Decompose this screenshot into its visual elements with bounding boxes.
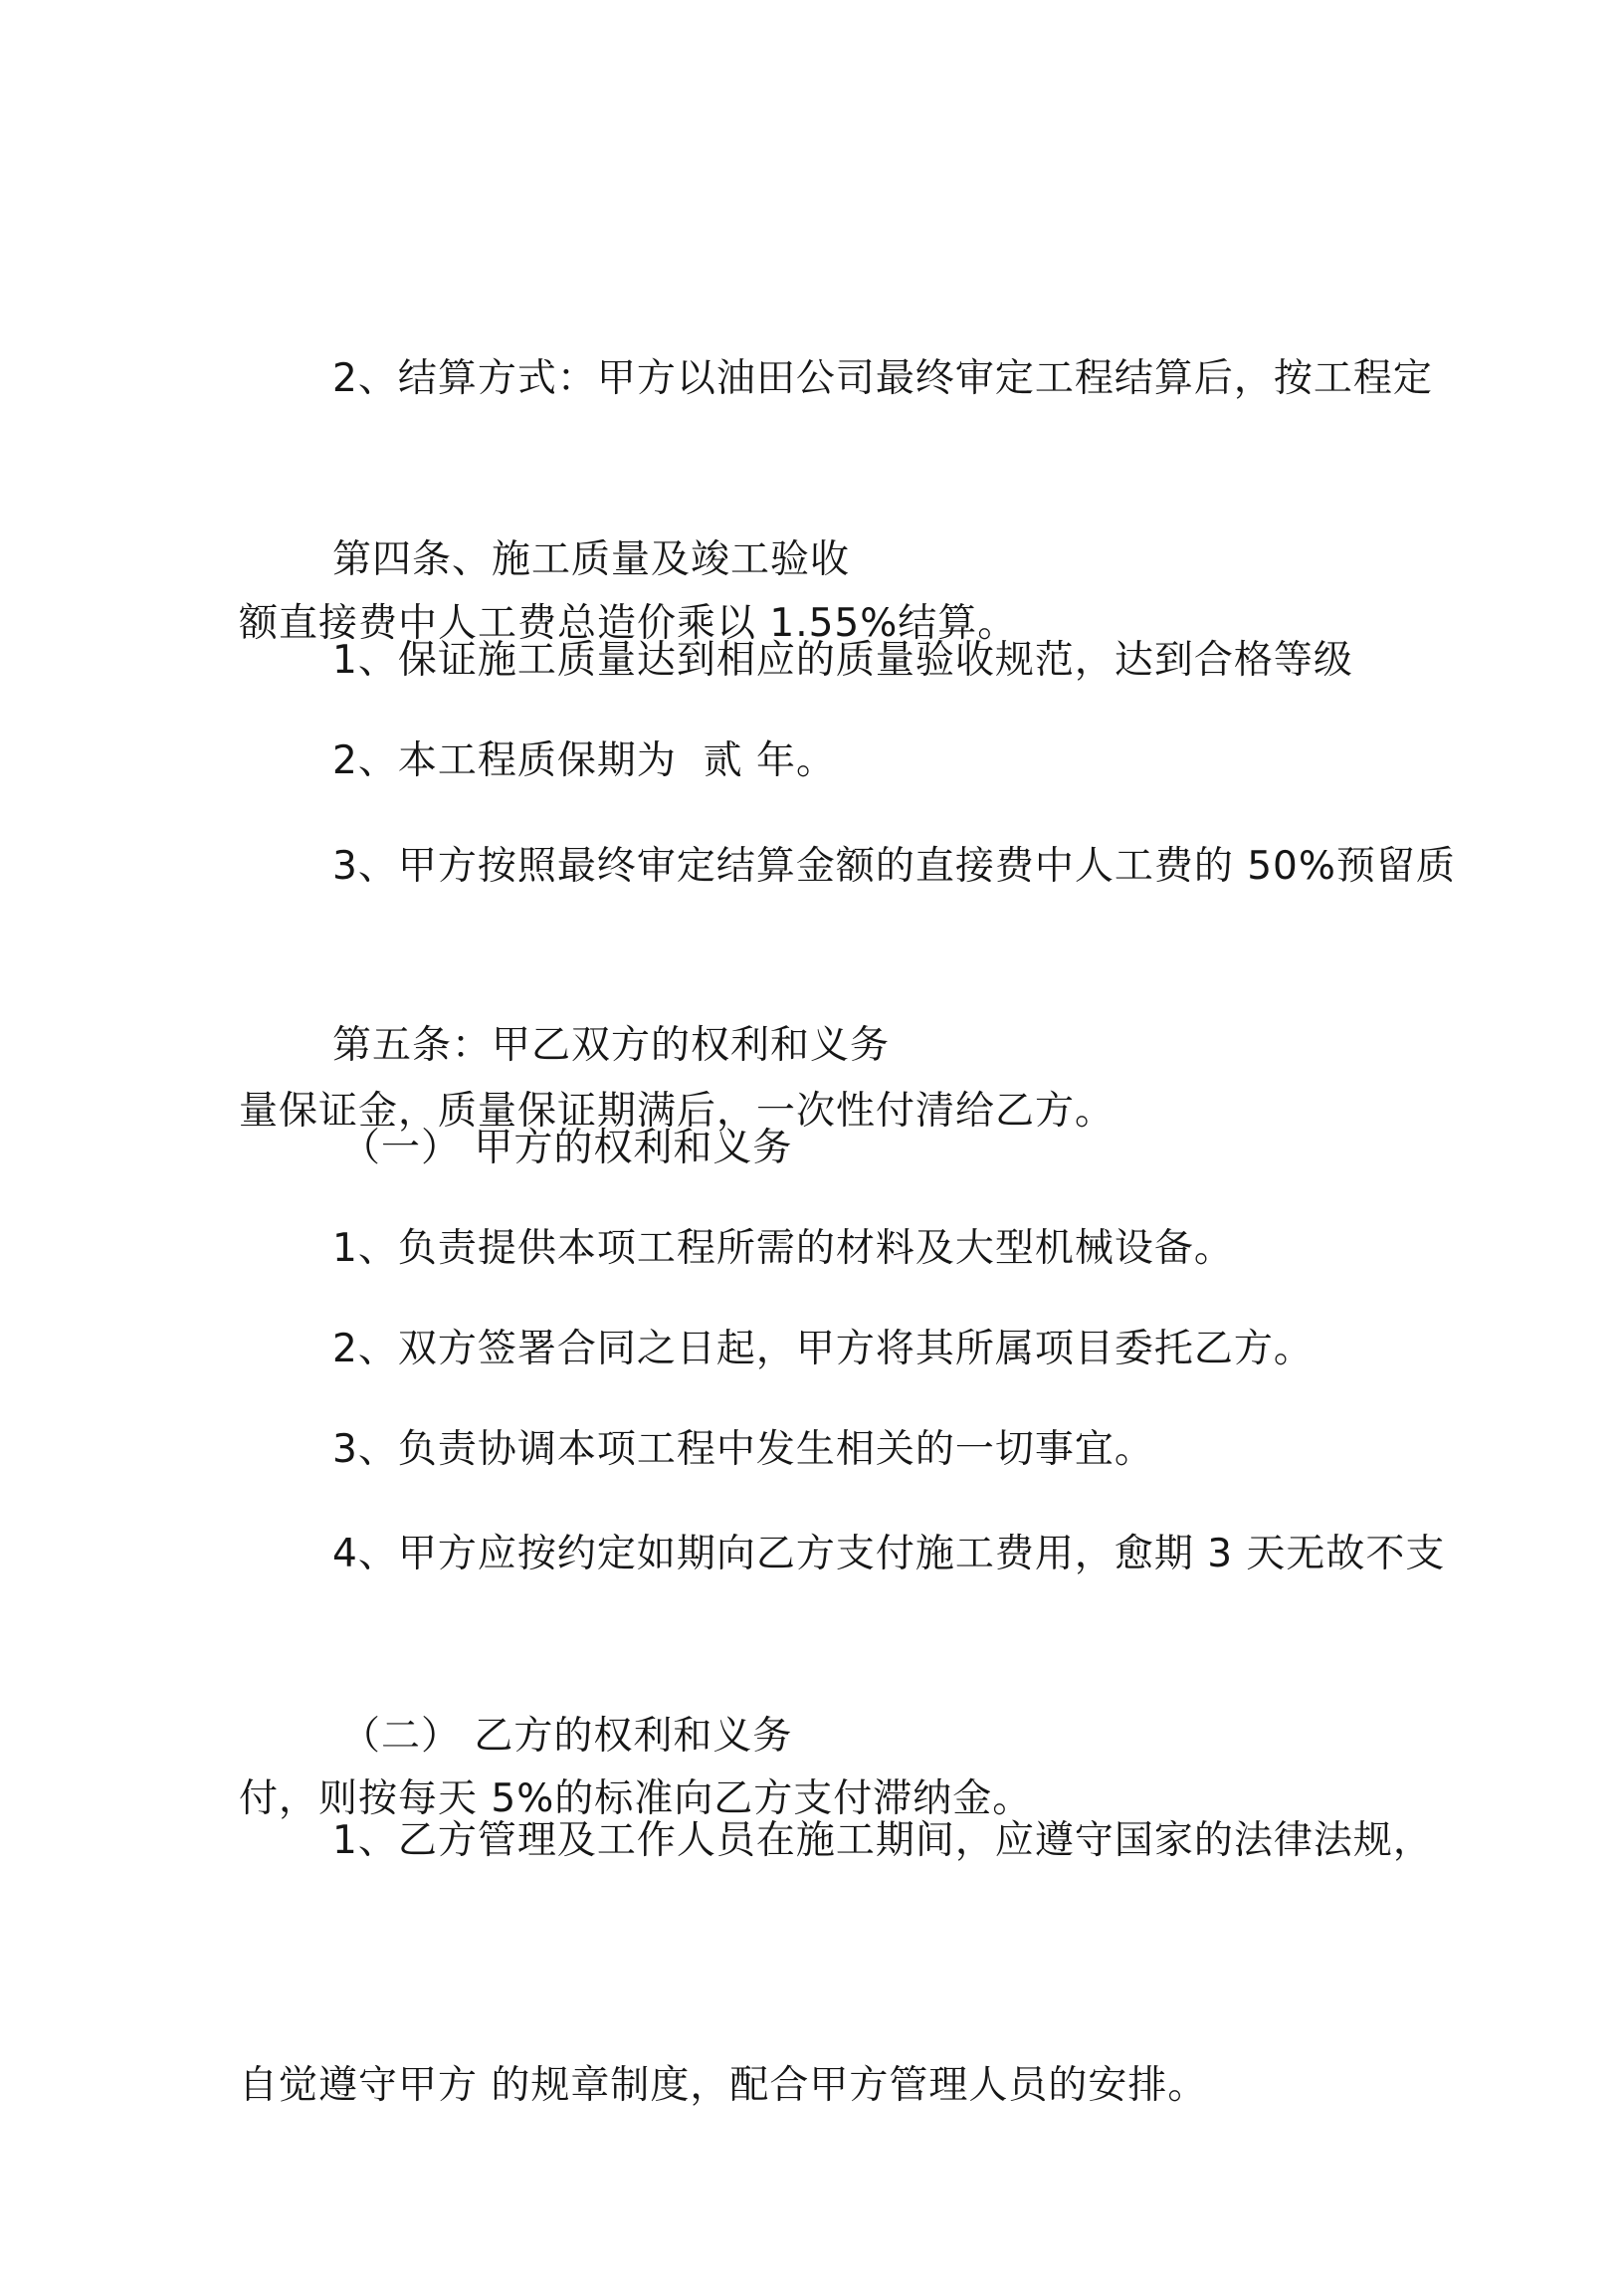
paragraph-line: 2、双方签署合同之日起，甲方将其所属项目委托乙方。 xyxy=(332,1327,1314,1371)
paragraph-line: 1、保证施工质量达到相应的质量验收规范，达到合格等级 xyxy=(332,638,1353,683)
heading-line: （二） 乙方的权利和义务 xyxy=(341,1714,793,1759)
paragraph-line: 2、本工程质保期为 贰 年。 xyxy=(332,738,837,783)
paragraph-line: 付，则按每天 5%的标准向乙方支付滞纳金。 xyxy=(239,1776,1033,1821)
paragraph-line: 3、负责协调本项工程中发生相关的一切事宜。 xyxy=(332,1427,1154,1472)
paragraph-party-b-1 xyxy=(239,1637,1433,2290)
heading-line: 第五条：甲乙双方的权利和义务 xyxy=(332,1023,891,1068)
paragraph-line: 额直接费中人工费总造价乘以 1.55%结算。 xyxy=(239,601,1018,646)
paragraph-line: 4、甲方应按约定如期向乙方支付施工费用，愈期 3 天无故不支 xyxy=(332,1532,1446,1576)
paragraph-line: 2、结算方式：甲方以油田公司最终审定工程结算后，按工程定 xyxy=(332,356,1433,401)
paragraph-line: 3、甲方按照最终审定结算金额的直接费中人工费的 50%预留质 xyxy=(332,844,1456,889)
paragraph-line: 1、乙方管理及工作人员在施工期间，应遵守国家的法律法规， xyxy=(332,1818,1433,1863)
paragraph-line: 量保证金，质量保证期满后，一次性付清给乙方。 xyxy=(239,1089,1116,1134)
heading-line: 第四条、施工质量及竣工验收 xyxy=(332,537,851,582)
heading-line: （一） 甲方的权利和义务 xyxy=(341,1126,793,1170)
paragraph-line: 自觉遵守甲方 的规章制度，配合甲方管理人员的安排。 xyxy=(239,2063,1208,2108)
paragraph-line: 1、负责提供本项工程所需的材料及大型机械设备。 xyxy=(332,1226,1234,1271)
